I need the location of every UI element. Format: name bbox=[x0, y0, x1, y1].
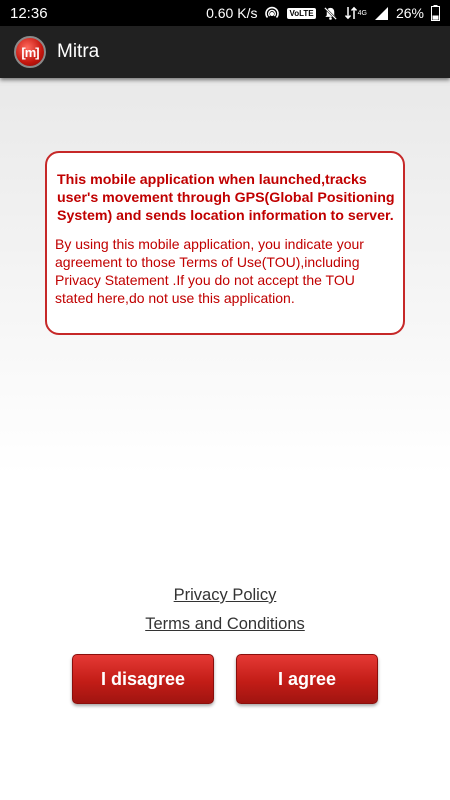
status-icons bbox=[206, 5, 440, 21]
battery-percent: 26% bbox=[395, 5, 424, 21]
notifications-muted-icon bbox=[323, 6, 338, 21]
volte-badge: VoLTE bbox=[289, 8, 314, 18]
terms-and-conditions-link[interactable]: Terms and Conditions bbox=[145, 615, 305, 633]
privacy-policy-link[interactable]: Privacy Policy bbox=[173, 586, 277, 604]
data-transfer-icon bbox=[345, 5, 367, 21]
tracking-notice-box bbox=[45, 151, 405, 335]
hotspot-icon bbox=[264, 5, 280, 21]
agree-button[interactable]: I agree bbox=[236, 654, 378, 704]
network-speed: 0.60 K/s bbox=[206, 5, 258, 21]
notice-body: By using this mobile application, you indicate your agreement to those Terms of Use(TOU),including Privacy Statement .If you do not accept the TOU stated here,do not use this application. bbox=[55, 236, 364, 306]
signal-icon bbox=[374, 6, 389, 21]
status-time: 12:36 bbox=[10, 4, 48, 22]
notice-heading: This mobile application when launched,tracks user's movement through GPS(Global Positioning System) and sends location information to server. bbox=[57, 172, 395, 224]
battery-icon bbox=[431, 5, 440, 21]
app-logo-text: [m] bbox=[21, 44, 39, 60]
status-bar bbox=[0, 0, 450, 26]
app-bar bbox=[0, 26, 450, 78]
main-content bbox=[0, 78, 450, 800]
disagree-button[interactable]: I disagree bbox=[72, 654, 214, 704]
app-logo-icon bbox=[14, 36, 46, 68]
app-title: Mitra bbox=[57, 41, 100, 62]
network-type: 4G bbox=[357, 9, 367, 17]
